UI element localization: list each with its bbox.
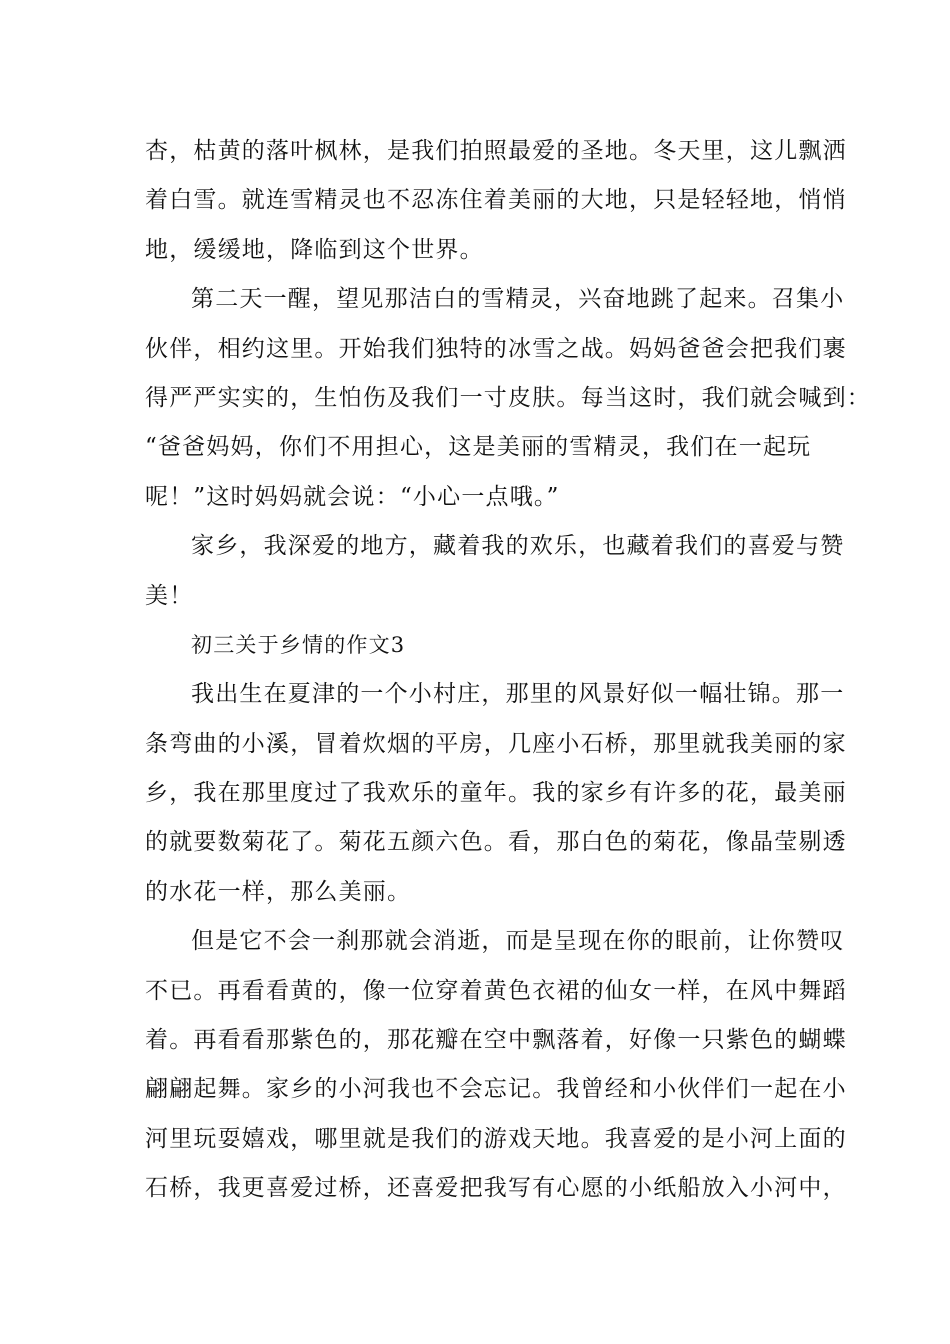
text-line: 石桥，我更喜爱过桥，还喜爱把我写有心愿的小纸船放入小河中，: [145, 1175, 847, 1202]
text-line: 河里玩耍嬉戏，哪里就是我们的游戏天地。我喜爱的是小河上面的: [145, 1125, 847, 1152]
text-line: 着。再看看那紫色的，那花瓣在空中飘落着，好像一只紫色的蝴蝶: [145, 1027, 847, 1054]
paragraph-start-line: 家乡，我深爱的地方，藏着我的欢乐，也藏着我们的喜爱与赞: [191, 533, 845, 560]
text-line: 的水花一样，那么美丽。: [145, 878, 412, 905]
text-line: 的就要数菊花了。菊花五颜六色。看，那白色的菊花，像晶莹剔透: [145, 829, 847, 856]
paragraph-start-line: 第二天一醒，望见那洁白的雪精灵，兴奋地跳了起来。召集小: [191, 286, 845, 313]
text-line: 呢！”这时妈妈就会说：“小心一点哦。”: [145, 483, 560, 510]
essay-heading: 初三关于乡情的作文3: [191, 632, 406, 657]
text-line: 地，缓缓地，降临到这个世界。: [145, 236, 484, 263]
text-line: 条弯曲的小溪，冒着炊烟的平房，几座小石桥，那里就我美丽的家: [145, 730, 847, 757]
paragraph-start-line: 但是它不会一刹那就会消逝，而是呈现在你的眼前，让你赞叹: [191, 928, 845, 955]
paragraph-start-line: 我出生在夏津的一个小村庄，那里的风景好似一幅壮锦。那一: [191, 681, 845, 708]
text-line: 美！: [145, 582, 194, 609]
text-line: 乡，我在那里度过了我欢乐的童年。我的家乡有许多的花，最美丽: [145, 780, 847, 807]
text-line: 得严严实实的，生怕伤及我们一寸皮肤。每当这时，我们就会喊到：: [145, 384, 871, 411]
text-line: 着白雪。就连雪精灵也不忍冻住着美丽的大地，只是轻轻地，悄悄: [145, 187, 847, 214]
text-line: 不已。再看看黄的，像一位穿着黄色衣裙的仙女一样，在风中舞蹈: [145, 977, 847, 1004]
text-line: 翩翩起舞。家乡的小河我也不会忘记。我曾经和小伙伴们一起在小: [145, 1076, 847, 1103]
text-line: 伙伴，相约这里。开始我们独特的冰雪之战。妈妈爸爸会把我们裹: [145, 335, 847, 362]
essay-body: [145, 127, 871, 1214]
text-line: “爸爸妈妈，你们不用担心，这是美丽的雪精灵，我们在一起玩: [145, 434, 812, 461]
text-line: 杏，枯黄的落叶枫林，是我们拍照最爱的圣地。冬天里，这儿飘洒: [145, 138, 847, 164]
